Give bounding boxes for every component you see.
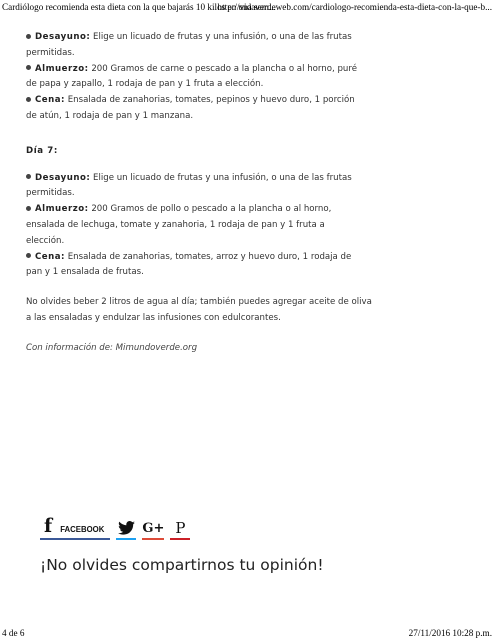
- twitter-share-button[interactable]: [116, 518, 136, 540]
- print-footer-datetime: 27/11/2016 10:28 p.m.: [408, 628, 492, 638]
- list-item: Desayuno: Elige un licuado de frutas y una infusión, o una de las frutas permitidas.: [26, 172, 352, 199]
- bullet-icon: [26, 253, 31, 258]
- pinterest-icon: P: [175, 519, 186, 537]
- share-bar: [40, 516, 190, 540]
- facebook-share-button[interactable]: [40, 514, 110, 540]
- facebook-icon: f: [44, 515, 53, 537]
- bullet-icon: [26, 65, 31, 70]
- print-header-url: http://vidaverdeweb.com/cardiologo-recomienda-esta-dieta-con-la-que-b...: [217, 2, 492, 12]
- bullet-icon: [26, 206, 31, 211]
- print-footer-page: 4 de 6: [2, 628, 25, 638]
- facebook-share-label: FACEBOOK: [60, 525, 105, 534]
- day7-meal-list: [26, 171, 386, 282]
- pinterest-share-button[interactable]: [170, 518, 190, 540]
- day7-heading: Día 7:: [26, 145, 58, 156]
- list-item: Cena: Ensalada de zanahorias, tomates, pepinos y huevo duro, 1 porción de atún, 1 rodaja de pan y 1 manzana.: [26, 95, 355, 121]
- list-item: Almuerzo: 200 Gramos de carne o pescado a la plancha o al horno, puré de papa y zapallo, 1 rodaja de pan y 1 fruta a elección.: [26, 63, 357, 90]
- article-content: [26, 30, 386, 357]
- googleplus-share-button[interactable]: [142, 518, 164, 540]
- bullet-icon: [26, 97, 31, 102]
- day6-meal-list: [26, 30, 386, 125]
- twitter-icon: [118, 521, 135, 535]
- print-header-title: Cardiólogo recomienda esta dieta con la que bajarás 10 kilos en una sem...: [2, 2, 276, 12]
- source-credit: Con información de: Mimundoverde.org: [26, 342, 198, 353]
- water-note: No olvides beber 2 litros de agua al día; también puedes agregar aceite de oliva a las ensaladas y endulzar las infusiones con edulcorantes.: [26, 297, 372, 323]
- list-item: Almuerzo: 200 Gramos de pollo o pescado a la plancha o al horno, ensalada de lechuga, tomate y zanahoria, 1 rodaja de pan y 1 fruta a elección.: [26, 204, 332, 246]
- bullet-icon: [26, 34, 31, 39]
- bullet-icon: [26, 174, 31, 179]
- googleplus-icon: G+: [142, 520, 165, 536]
- comment-section-title: ¡No olvides compartirnos tu opinión!: [40, 556, 324, 574]
- list-item: Desayuno: Elige un licuado de frutas y una infusión, o una de las frutas permitidas.: [26, 32, 352, 58]
- list-item: Cena: Ensalada de zanahorias, tomates, arroz y huevo duro, 1 rodaja de pan y 1 ensalada de frutas.: [26, 251, 352, 278]
